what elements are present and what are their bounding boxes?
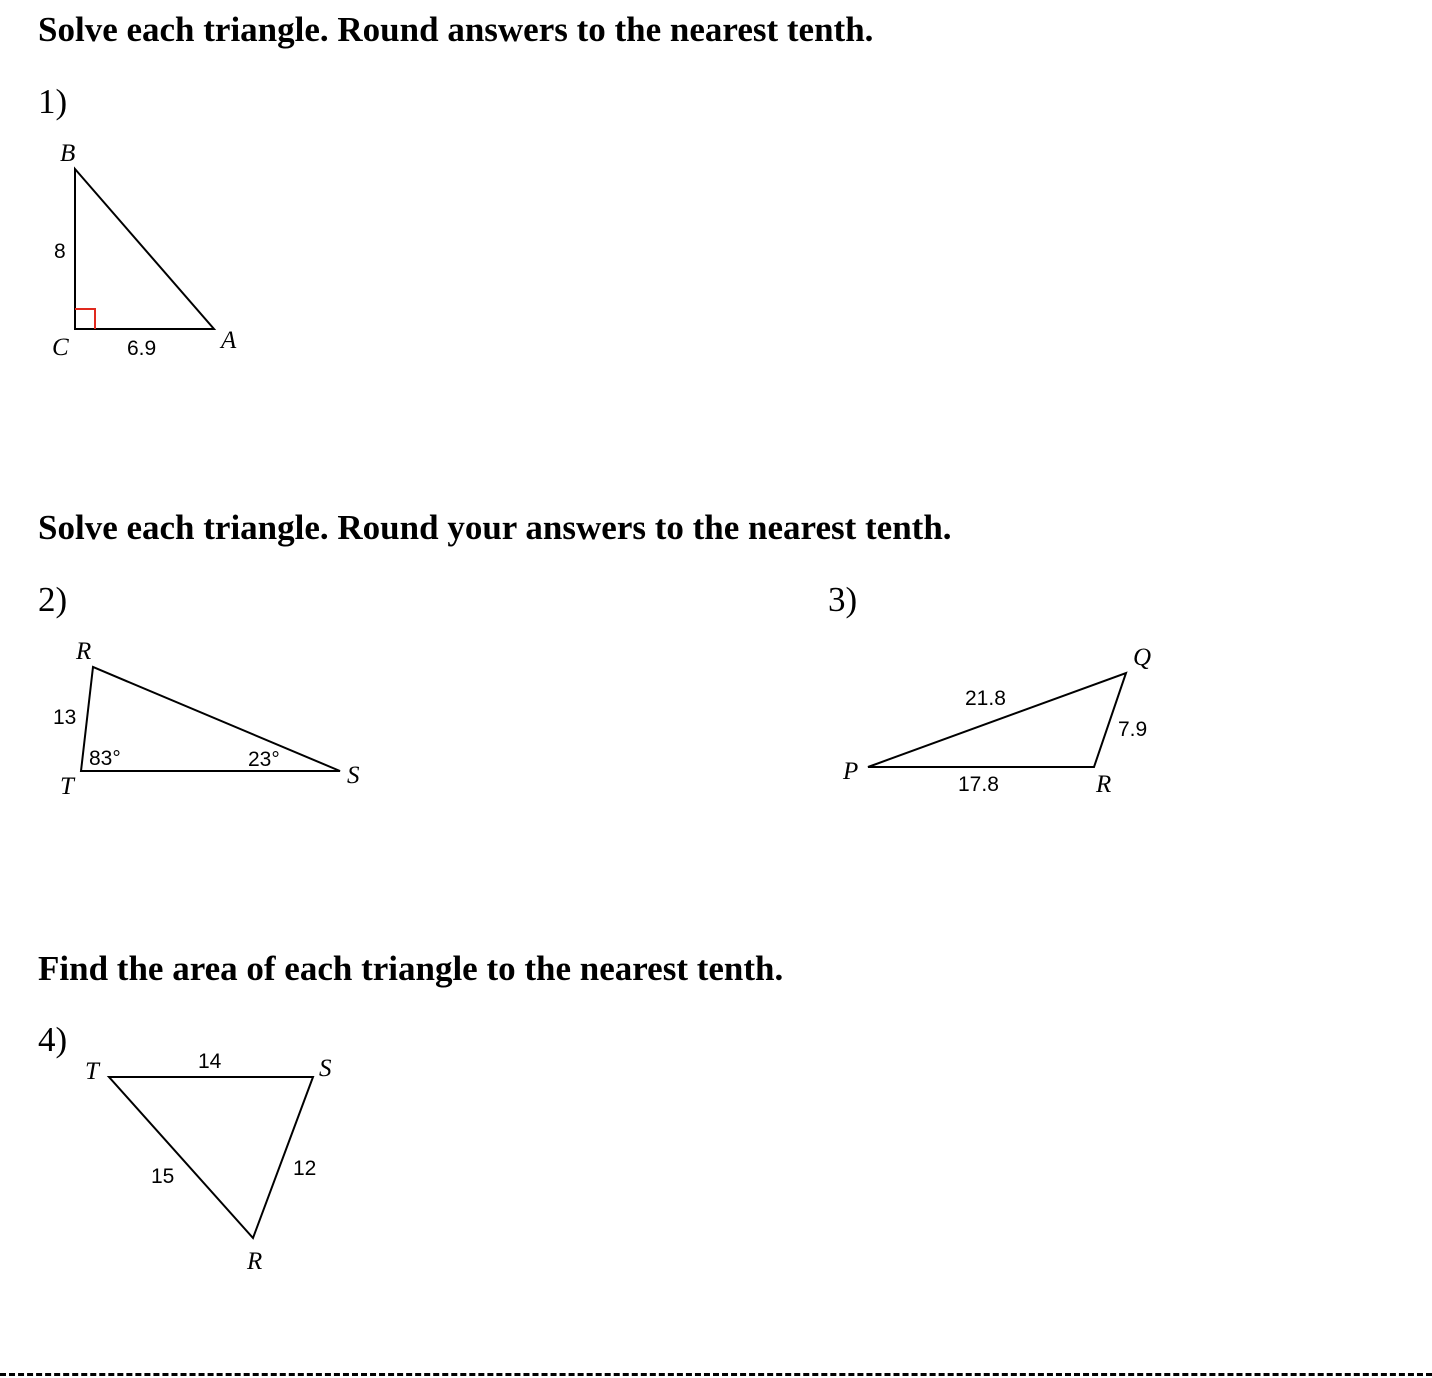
triangle-2-angle-t: 83°: [89, 747, 121, 770]
triangle-4-outline: [109, 1077, 313, 1238]
triangle-3-vertex-q: Q: [1133, 644, 1152, 671]
triangle-3-side-pq: 21.8: [965, 687, 1006, 710]
problem-2-number: 2): [38, 580, 68, 619]
section-3-heading: Find the area of each triangle to the nearest tenth.: [38, 949, 784, 988]
triangle-2-vertex-t: T: [60, 773, 74, 800]
section-1-heading: Solve each triangle. Round answers to the nearest tenth.: [38, 10, 874, 49]
triangle-3-vertex-p: P: [843, 758, 859, 785]
triangle-4-vertex-r: R: [247, 1248, 263, 1275]
problem-4-number: 4): [38, 1020, 68, 1059]
triangle-4-side-ts: 14: [198, 1050, 222, 1073]
triangle-1-vertex-a: A: [221, 327, 237, 354]
triangle-1-side-bc: 8: [54, 240, 66, 263]
triangle-1-vertex-b: B: [60, 140, 76, 167]
triangle-2-angle-s: 23°: [248, 748, 280, 771]
problem-3-number: 3): [828, 580, 858, 619]
triangle-2-vertex-s: S: [347, 762, 360, 789]
section-2-heading: Solve each triangle. Round your answers to the nearest tenth.: [38, 508, 952, 547]
triangle-1: [52, 140, 237, 361]
right-angle-mark: [75, 309, 95, 329]
triangle-3-vertex-r: R: [1096, 771, 1112, 798]
triangle-4-vertex-t: T: [85, 1058, 99, 1085]
triangle-3: [842, 644, 1151, 798]
triangle-3-side-qr: 7.9: [1118, 718, 1148, 741]
problem-1-number: 1): [38, 82, 68, 121]
triangle-4: [85, 1050, 332, 1275]
triangle-4-vertex-s: S: [319, 1055, 332, 1082]
triangle-4-side-sr: 12: [293, 1157, 317, 1180]
triangle-1-side-ca: 6.9: [127, 337, 157, 360]
triangle-2-vertex-r: R: [76, 638, 92, 665]
triangle-4-side-tr: 15: [151, 1165, 175, 1188]
triangle-1-vertex-c: C: [52, 334, 69, 361]
triangle-3-side-pr: 17.8: [958, 773, 999, 796]
triangle-1-outline: [75, 169, 214, 329]
page-bottom-rule: [0, 1373, 1432, 1376]
triangle-2-side-rt: 13: [53, 706, 77, 729]
triangle-2: [53, 638, 360, 800]
